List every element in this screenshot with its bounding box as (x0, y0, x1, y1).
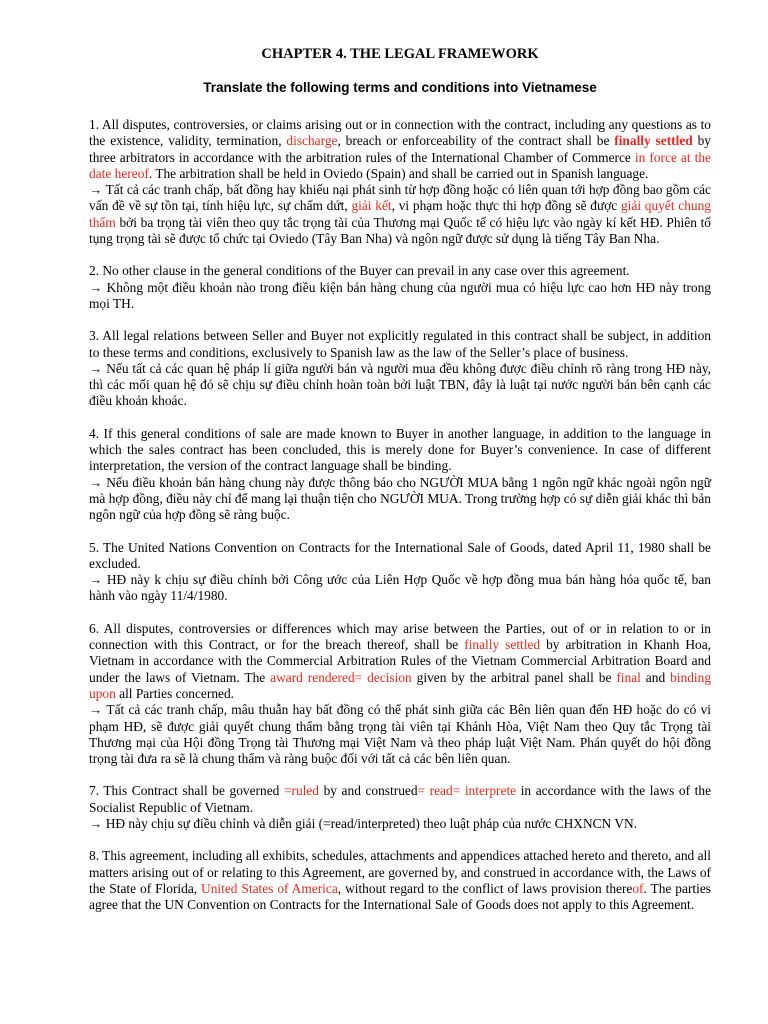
text-segment: 6. All disputes, controversies or differences which may arise between the Parties, out of or in relation to or in connection with this Contract, or for the breach thereof, shall be (89, 620, 711, 653)
clause-vietnamese-translation (89, 361, 711, 410)
highlighted-term: United States of America (201, 880, 338, 896)
text-segment: → HĐ này chịu sự điều chỉnh và diễn giải (=read/interpreted) theo luật pháp của nước CHXNCN VN. (89, 815, 638, 831)
clause-item (89, 117, 711, 247)
clause-item (89, 426, 711, 524)
text-segment: bởi ba trọng tài viên theo quy tắc trọng tài của Thương mại Quốc tế có hiệu lực vào ngày kí kết HĐ. Phiên tố tụng trọng tài sẽ được tổ chức tại Oviedo (Tây Ban Nha) và ngôn ngữ được sử dụng là tiếng Tây Ban Nha. (89, 214, 711, 247)
text-segment: 8. This agreement, including all exhibits, schedules, attachments and appendices attached hereto and thereto, and all matters arising out of or relating to this Agreement, are governed by, and construed in accordance with, the Laws of the State of Florida, (89, 848, 711, 896)
clause-vietnamese-translation (89, 816, 711, 832)
text-segment: , without regard to the conflict of laws provision there (337, 880, 633, 896)
clause-item (89, 328, 711, 409)
highlighted-term: finally settled (614, 133, 693, 149)
clause-english-text (89, 848, 711, 913)
text-segment: → Nếu điều khoản bán hàng chung này được thông báo cho NGƯỜI MUA bằng 1 ngôn ngữ khác ngoài ngôn ngữ mà hợp đồng, điều này chỉ để mang lại thuận tiện cho NGƯỜI MUA. Trong trường hợp có sự diễn giải khác thì bản ngôn ngữ của hợp đồng sẽ ràng buộc. (89, 474, 711, 523)
highlighted-term: final (616, 669, 641, 685)
highlighted-term: award rendered= decision (270, 669, 412, 685)
clause-english-text (89, 328, 711, 361)
highlighted-term: of (632, 880, 644, 896)
text-segment: all Parties concerned. (115, 685, 235, 701)
clause-item (89, 848, 711, 913)
text-segment: and (640, 669, 671, 685)
text-segment: . The parties agree that the UN Convention on Contracts for the International Sale of Goods does not apply to this Agreement. (89, 880, 711, 913)
clause-vietnamese-translation (89, 702, 711, 767)
clause-vietnamese-translation (89, 182, 711, 247)
text-segment: by arbitration in Khanh Hoa, Vietnam in accordance with the Commercial Arbitration Rules of the Vietnam Commercial Arbitration Board and under the laws of Vietnam. The (89, 637, 711, 685)
text-segment: in accordance with the laws of the Socialist Republic of Vietnam. (89, 783, 712, 815)
clause-item (89, 263, 711, 312)
text-segment: 5. The United Nations Convention on Contracts for the International Sale of Goods, dated April 11, 1980 shall be excluded. (89, 539, 711, 571)
text-segment: 3. All legal relations between Seller and Buyer not explicitly regulated in this contract shall be subject, in addition to these terms and conditions, exclusively to Spanish law as the law of the Seller’s place of business. (89, 328, 711, 360)
clause-english-text (89, 426, 711, 475)
text-segment: 2. No other clause in the general conditions of the Buyer can prevail in any case over this agreement. (89, 263, 630, 279)
text-segment: → Không một điều khoản nào trong điều kiện bán hàng chung của người mua có hiệu lực cao hơn HĐ này trong mọi TH. (89, 279, 711, 311)
clause-english-text (89, 621, 711, 702)
highlighted-term: binding upon (89, 669, 712, 701)
instruction-heading: Translate the following terms and conditions into Vietnamese (203, 80, 597, 95)
highlighted-term: giải kết (351, 198, 392, 214)
clause-vietnamese-translation (89, 475, 711, 524)
clause-vietnamese-translation (89, 572, 711, 605)
text-segment: , vi phạm hoặc thực thi hợp đồng sẽ được (391, 198, 621, 214)
clause-item (89, 783, 711, 832)
text-segment: → Tất cả các tranh chấp, mâu thuẫn hay bất đồng có thể phát sinh giữa các Bên liên quan đến HĐ hoặc do có vi phạm HĐ, sẽ được giải quyết chung thẩm bằng trọng tài viên tại Khánh Hòa, Việt Nam theo Quy tắc Trọng tài Thương mại của Hội đồng Trọng tài Thương mại Việt Nam và theo pháp luật Việt Nam. Phán quyết do hội đồng trọng tài đưa ra sẽ là chung thẩm và ràng buộc đối với tất cả các bên liên quan. (89, 702, 711, 767)
clause-item (89, 540, 711, 605)
clause-english-text (89, 540, 711, 573)
text-segment: given by the arbitral panel shall be (411, 669, 617, 685)
highlighted-term: discharge (286, 133, 338, 149)
clause-list (89, 117, 711, 913)
clause-english-text (89, 263, 711, 279)
text-segment: 1. All disputes, controversies, or claims arising out or in connection with the contract, including any questions as to the existence, validity, termination, (89, 117, 711, 149)
clause-item (89, 621, 711, 768)
text-segment: → Nếu tất cả các quan hệ pháp lí giữa người bán và người mua đều không được điều chỉnh rõ ràng trong HĐ này, thì các mối quan hệ đó sẽ chịu sự điều chỉnh hoàn toàn bởi luật TBN, đây là luật tại nước người bán bên cạnh các điều khoản khoác. (89, 360, 711, 409)
highlighted-term: finally settled (464, 637, 541, 653)
clause-vietnamese-translation (89, 280, 711, 313)
highlighted-term: giải quyết chung thẩm (89, 198, 712, 230)
text-segment: → Tất cả các tranh chấp, bất đồng hay khiếu nại phát sinh từ hợp đồng hoặc có liên quan tới hợp đồng bao gồm các vấn đề về sự tồn tại, tính hiệu lực, sự chấm dứt, (89, 182, 711, 214)
text-segment: → HĐ này k chịu sự điều chỉnh bởi Công ước của Liên Hợp Quốc về hợp đồng mua bán hàng hóa quốc tế, ban hành vào ngày 11/4/1980. (89, 572, 711, 604)
highlighted-term: in force at the date hereof (89, 149, 711, 181)
clause-english-text (89, 783, 711, 816)
text-segment: by and construed (319, 783, 418, 799)
text-segment: . The arbitration shall be held in Oviedo (Spain) and shall be carried out in Spanish language. (148, 165, 649, 181)
text-segment: 7. This Contract shall be governed (89, 783, 284, 799)
chapter-title: CHAPTER 4. THE LEGAL FRAMEWORK (261, 46, 539, 62)
highlighted-term: =ruled (283, 783, 320, 799)
clause-english-text (89, 117, 711, 182)
text-segment: , breach or enforceability of the contract shall be (337, 133, 615, 149)
text-segment: by three arbitrators in accordance with the arbitration rules of the International Chamber of Commerce (89, 133, 711, 165)
highlighted-term: = read= interprete (417, 783, 517, 799)
text-segment: 4. If this general conditions of sale are made known to Buyer in another language, in addition to the language in which the sales contract has been concluded, this is merely done for Buyer’s convenience. In case of different interpretation, the version of the contract language shall be binding. (89, 425, 711, 474)
